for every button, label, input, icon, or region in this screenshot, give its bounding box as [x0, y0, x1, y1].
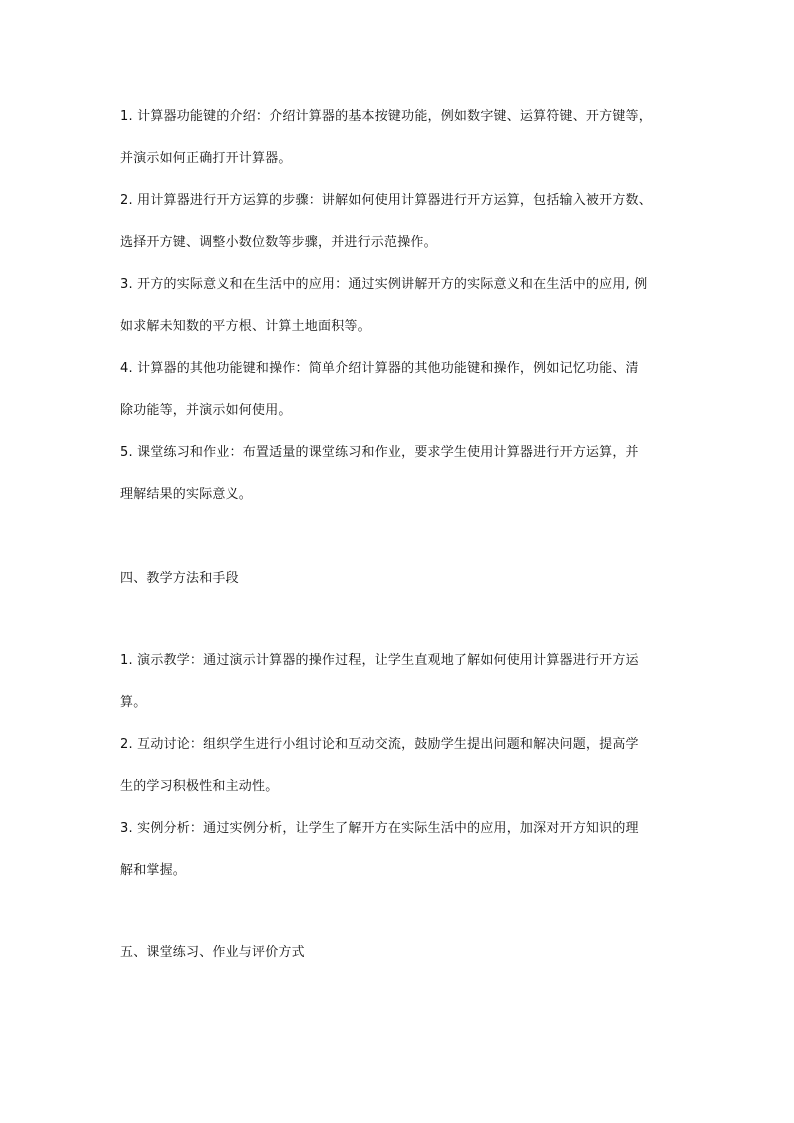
item-sqrt-meaning-line1: 3. 开方的实际意义和在生活中的应用：通过实例讲解开方的实际意义和在生活中的应用, 例 — [120, 277, 648, 292]
item-demo-teaching-line2: 算。 — [120, 695, 147, 710]
item-case-analysis-line1: 3. 实例分析：通过实例分析，让学生了解开方在实际生活中的应用，加深对开方知识的理 — [120, 821, 639, 836]
section5-heading: 五、课堂练习、作业与评价方式 — [120, 945, 305, 960]
item-calculator-keys-line1: 1. 计算器功能键的介绍：介绍计算器的基本按键功能，例如数字键、运算符键、开方键等， — [120, 109, 652, 124]
item-sqrt-steps-line1: 2. 用计算器进行开方运算的步骤：讲解如何使用计算器进行开方运算，包括输入被开方数、 — [120, 193, 652, 208]
item-demo-teaching-line1: 1. 演示教学：通过演示计算器的操作过程，让学生直观地了解如何使用计算器进行开方运 — [120, 653, 639, 668]
section4-heading: 四、教学方法和手段 — [120, 571, 239, 586]
item-other-keys-line2: 除功能等，并演示如何使用。 — [120, 403, 292, 418]
item-discussion-line2: 生的学习积极性和主动性。 — [120, 779, 279, 794]
item-calculator-keys-line2: 并演示如何正确打开计算器。 — [120, 151, 292, 166]
item-other-keys-line1: 4. 计算器的其他功能键和操作：简单介绍计算器的其他功能键和操作，例如记忆功能、清 — [120, 361, 639, 376]
item-sqrt-steps-line2: 选择开方键、调整小数位数等步骤，并进行示范操作。 — [120, 235, 437, 250]
item-case-analysis-line2: 解和掌握。 — [120, 863, 187, 878]
item-practice-line2: 理解结果的实际意义。 — [120, 487, 253, 502]
item-practice-line1: 5. 课堂练习和作业：布置适量的课堂练习和作业，要求学生使用计算器进行开方运算，并 — [120, 445, 639, 460]
item-sqrt-meaning-line2: 如求解未知数的平方根、计算土地面积等。 — [120, 319, 371, 334]
item-discussion-line1: 2. 互动讨论：组织学生进行小组讨论和互动交流，鼓励学生提出问题和解决问题，提高学 — [120, 737, 639, 752]
